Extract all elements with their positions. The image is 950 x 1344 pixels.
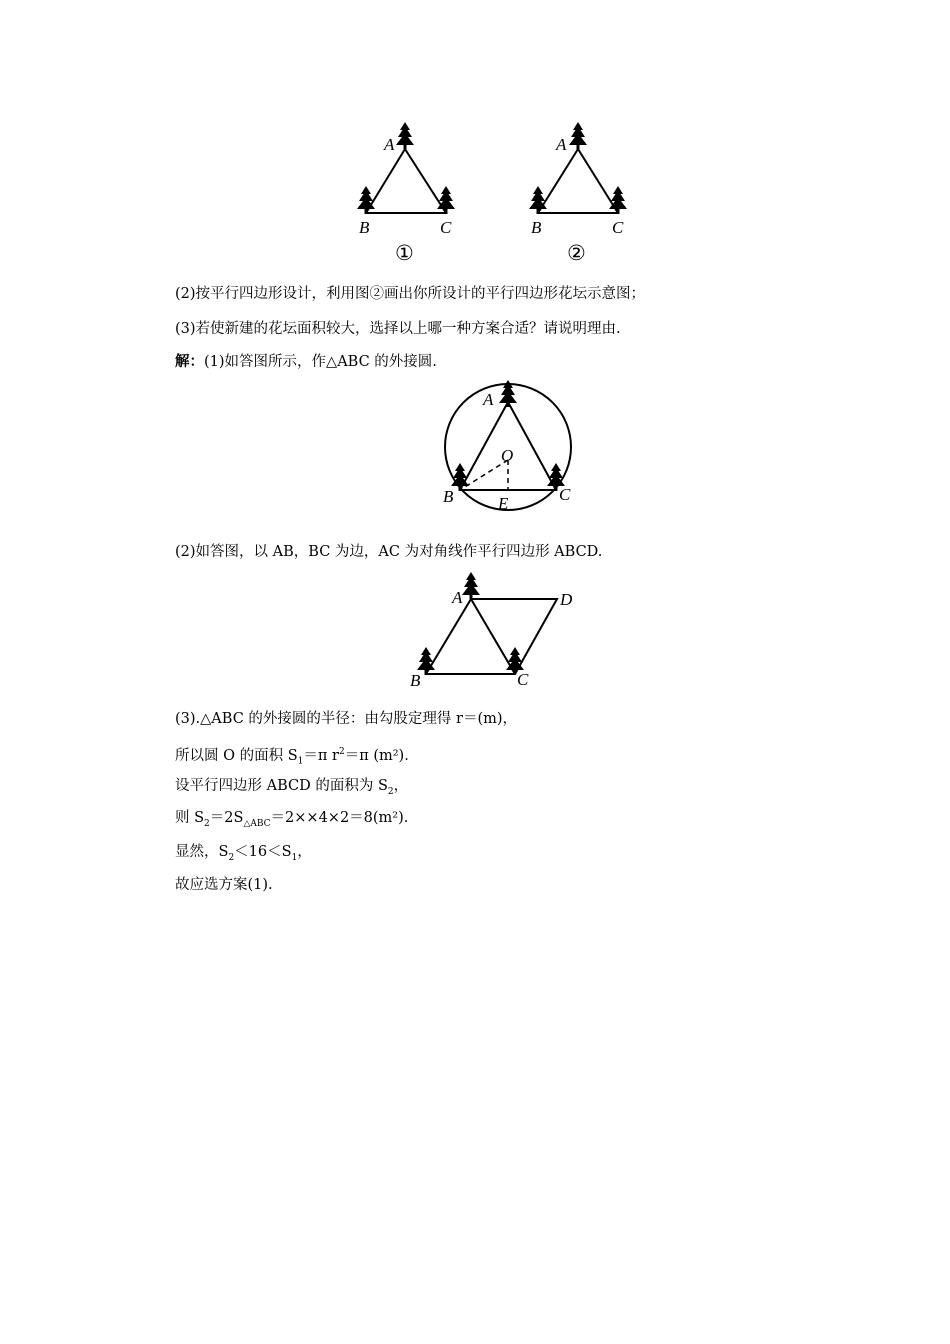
solution-4: 所以圆 O 的面积 $S_1=\pi$ $r^2=\pi$ (m²). <box>175 747 409 767</box>
tree-icon <box>462 572 480 599</box>
label-a: A <box>384 135 395 154</box>
tree-icon <box>529 186 547 213</box>
tree-icon <box>396 122 414 149</box>
question-2: (2)按平行四边形设计，利用图②画出你所设计的平行四边形花坛示意图； <box>175 286 646 302</box>
parallelogram-figure <box>410 572 573 690</box>
label-e: E <box>498 494 509 513</box>
tree-icon <box>437 186 455 213</box>
solution-2: (2)如答图，以 AB，BC 为边，AC 为对角线作平行四边形 ABCD. <box>175 544 603 560</box>
figure-1-caption: ① <box>395 241 414 265</box>
solution-7: 显然，$S_2<16<S_1$， <box>175 844 312 863</box>
figure-1-triangle <box>357 122 455 265</box>
solution-label: 解： <box>175 353 204 370</box>
solution-3: (3).△ABC 的外接圆的半径：由勾股定理得 r＝(m)， <box>175 711 518 727</box>
label-d: D <box>560 590 573 609</box>
question-3: (3)若使新建的花坛面积较大，选择以上哪一种方案合适？请说明理由. <box>175 321 621 337</box>
solution-1: 解：(1)如答图所示，作△ABC 的外接圆. <box>175 353 437 370</box>
label-c: C <box>559 485 571 504</box>
figure-2-caption: ② <box>567 241 586 265</box>
tree-icon <box>357 186 375 213</box>
solution-6: 则 $S_2=2S_{\triangle ABC}=2\times\times 4\times 2=8(m^2)$. <box>175 810 409 829</box>
label-b: B <box>531 218 542 237</box>
tree-icon <box>417 647 435 674</box>
label-a: A <box>556 135 567 154</box>
label-a: A <box>483 390 494 409</box>
label-c: C <box>612 218 624 237</box>
label-b: B <box>443 487 454 506</box>
label-c: C <box>440 218 452 237</box>
label-b: B <box>359 218 370 237</box>
solution-5: 设平行四边形 ABCD 的面积为 $S_2$， <box>175 778 409 797</box>
tree-icon <box>609 186 627 213</box>
solution-8: 故应选方案(1). <box>175 877 273 893</box>
label-b: B <box>410 671 421 690</box>
figure-2-triangle <box>529 122 627 265</box>
circumcircle-figure <box>443 380 571 513</box>
label-o: O <box>501 446 514 465</box>
label-c: C <box>517 670 529 689</box>
label-a: A <box>452 588 463 607</box>
tree-icon <box>569 122 587 149</box>
